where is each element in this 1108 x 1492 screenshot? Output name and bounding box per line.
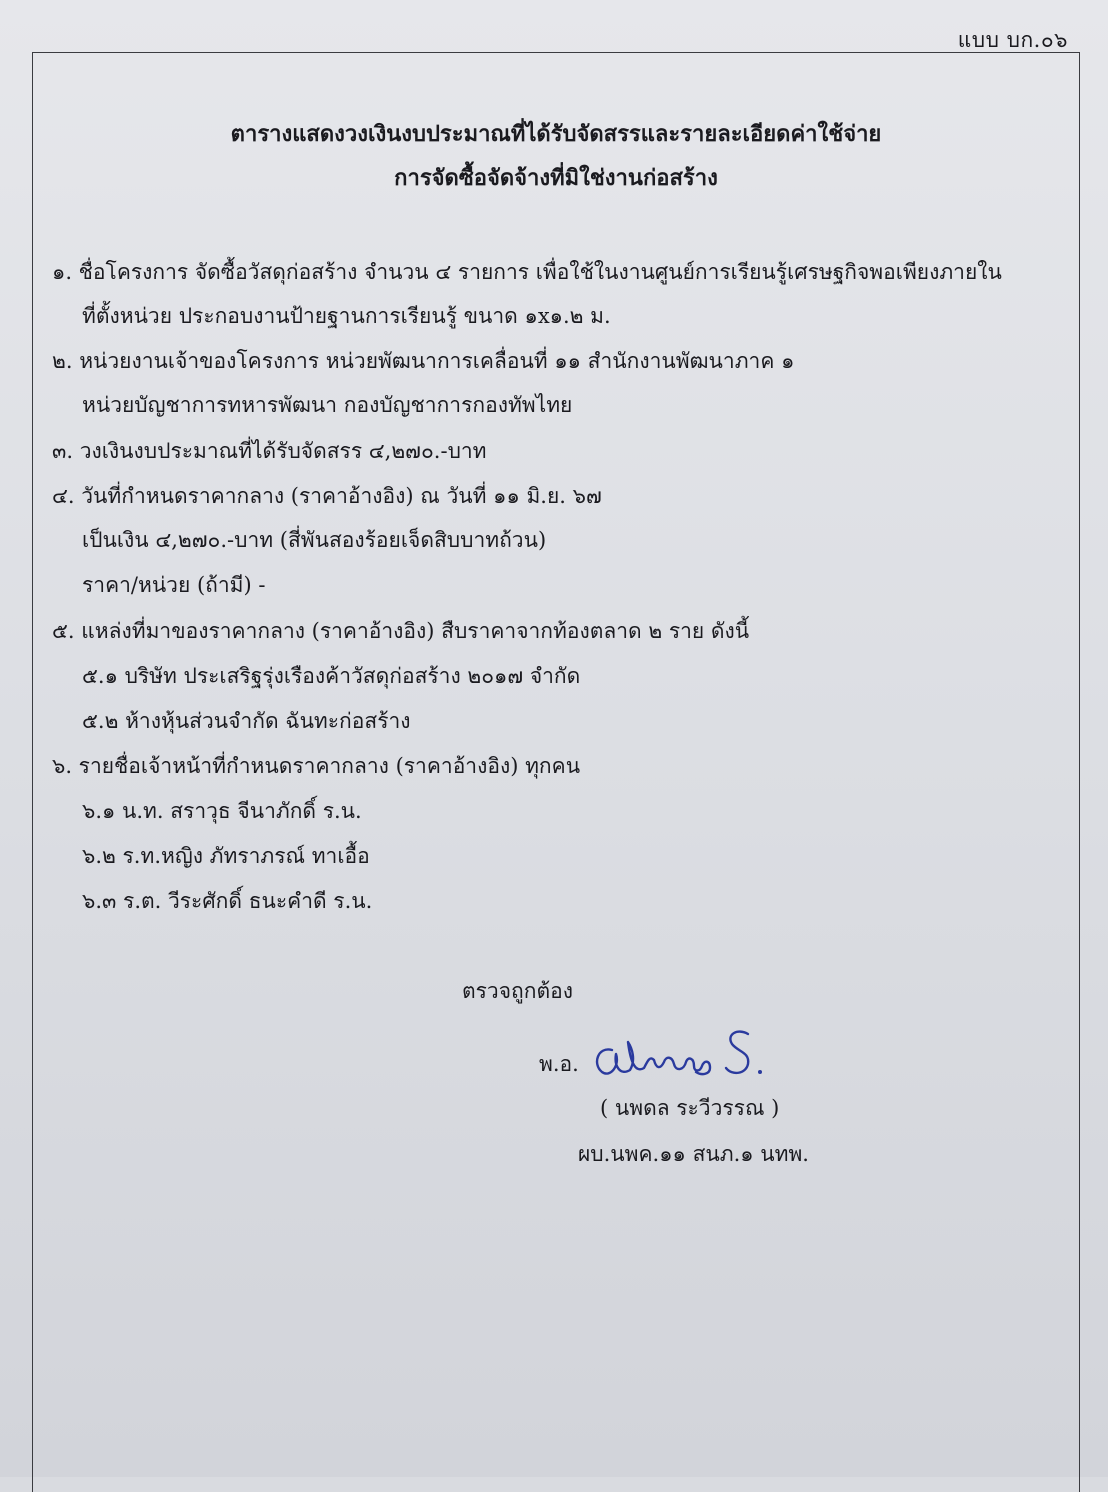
handwritten-signature [590, 1020, 780, 1090]
item-4-unit-price: ราคา/หน่วย (ถ้ามี) - [82, 573, 266, 597]
item-6-1-official: ๖.๑ น.ท. สราวุธ จีนาภักดิ์ ร.น. [82, 799, 362, 823]
item-1-continuation: ที่ตั้งหน่วย ประกอบงานป้ายฐานการเรียนรู้ ขนาด ๑x๑.๒ ม. [82, 304, 611, 328]
item-5-2-supplier: ๕.๒ ห้างหุ้นส่วนจำกัด ฉันทะก่อสร้าง [82, 709, 411, 733]
signer-position: ผบ.นพค.๑๑ สนภ.๑ นทพ. [578, 1142, 809, 1166]
item-2-project-owner: ๒. หน่วยงานเจ้าของโครงการ หน่วยพัฒนาการเคลื่อนที่ ๑๑ สำนักงานพัฒนาภาค ๑ [52, 349, 795, 373]
item-2-continuation: หน่วยบัญชาการทหารพัฒนา กองบัญชาการกองทัพไทย [82, 393, 573, 417]
item-4-reference-date: ๔. วันที่กำหนดราคากลาง (ราคาอ้างอิง) ณ วันที่ ๑๑ มิ.ย. ๖๗ [52, 484, 602, 508]
verified-label: ตรวจถูกต้อง [462, 979, 573, 1003]
item-3-budget: ๓. วงเงินงบประมาณที่ได้รับจัดสรร ๔,๒๗๐.-บาท [52, 439, 487, 463]
item-6-2-official: ๖.๒ ร.ท.หญิง ภัทราภรณ์ ทาเอื้อ [82, 844, 370, 868]
item-5-1-supplier: ๕.๑ บริษัท ประเสริฐรุ่งเรืองค้าวัสดุก่อสร้าง ๒๐๑๗ จำกัด [82, 664, 581, 688]
signer-name: ( นพดล ระวีวรรณ ) [600, 1096, 780, 1120]
item-6-3-official: ๖.๓ ร.ต. วีระศักดิ์ ธนะคำดี ร.น. [82, 889, 373, 913]
document-title-line-1: ตารางแสดงวงเงินงบประมาณที่ได้รับจัดสรรและรายละเอียดค่าใช้จ่าย [230, 121, 882, 147]
signer-rank: พ.อ. [539, 1052, 579, 1076]
item-5-price-source: ๕. แหล่งที่มาของราคากลาง (ราคาอ้างอิง) สืบราคาจากท้องตลาด ๒ ราย ดังนี้ [52, 619, 750, 643]
form-code: แบบ บก.๐๖ [957, 28, 1068, 52]
document-title-line-2: การจัดซื้อจัดจ้างที่มิใช่งานก่อสร้าง [394, 165, 718, 191]
item-1-project-name: ๑. ชื่อโครงการ จัดซื้อวัสดุก่อสร้าง จำนวน ๔ รายการ เพื่อใช้ในงานศูนย์การเรียนรู้เศรษฐกิจพอเพียงภายใน [52, 260, 1002, 284]
item-4-amount: เป็นเงิน ๔,๒๗๐.-บาท (สี่พันสองร้อยเจ็ดสิบบาทถ้วน) [82, 528, 547, 552]
item-6-officials: ๖. รายชื่อเจ้าหน้าที่กำหนดราคากลาง (ราคาอ้างอิง) ทุกคน [52, 754, 581, 778]
